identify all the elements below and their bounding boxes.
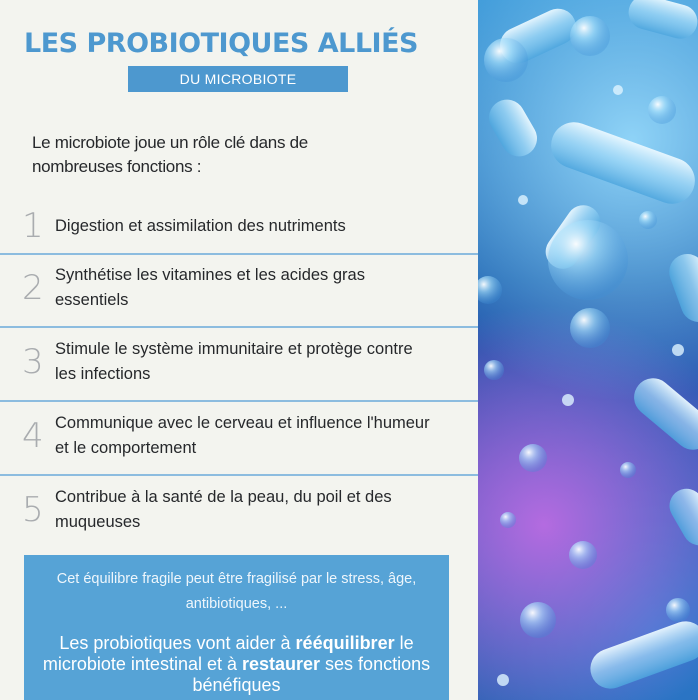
page-title: LES PROBIOTIQUES ALLIÉS bbox=[24, 28, 418, 59]
function-text bbox=[55, 400, 460, 472]
summary-box bbox=[24, 555, 449, 700]
function-number: 1 bbox=[22, 206, 44, 246]
function-line: essentiels bbox=[55, 291, 129, 309]
function-line: et le comportement bbox=[55, 439, 197, 457]
function-text bbox=[55, 252, 460, 324]
function-number: 4 bbox=[22, 416, 44, 456]
conclusion-part: microbiote intestinal et à bbox=[42, 654, 242, 674]
intro-text bbox=[32, 131, 322, 179]
function-line: Digestion et assimilation des nutriments bbox=[55, 216, 346, 235]
note-line: Cet équilibre fragile peut être fragilisé par le stress, âge, bbox=[56, 571, 417, 587]
function-number: 2 bbox=[22, 268, 44, 308]
emphasis-restaurer: restaurer bbox=[242, 654, 321, 674]
function-number: 5 bbox=[22, 490, 44, 530]
function-item-5 bbox=[0, 474, 478, 546]
conclusion-line-1 bbox=[24, 633, 449, 654]
fragility-note bbox=[24, 567, 449, 617]
conclusion-text bbox=[24, 633, 449, 696]
function-line: Contribue à la santé de la peau, du poil et des bbox=[55, 488, 392, 506]
conclusion-part: ses fonctions bbox=[320, 654, 431, 674]
probiotic-bacteria-image bbox=[478, 0, 698, 700]
note-line: antibiotiques, ... bbox=[185, 596, 288, 612]
bacteria-illustration bbox=[478, 0, 698, 700]
function-text bbox=[55, 326, 460, 398]
intro-line: nombreuses fonctions : bbox=[32, 157, 202, 176]
function-item-2 bbox=[0, 252, 478, 324]
function-line: muqueuses bbox=[55, 513, 141, 531]
emphasis-reequilibrer: rééquilibrer bbox=[295, 633, 395, 653]
function-line: Communique avec le cerveau et influence l'humeur bbox=[55, 414, 430, 432]
conclusion-part: Les probiotiques vont aider à bbox=[59, 633, 296, 653]
conclusion-part: le bbox=[394, 633, 414, 653]
conclusion-line-3: bénéfiques bbox=[192, 675, 281, 695]
function-text bbox=[55, 474, 460, 546]
function-item-4 bbox=[0, 400, 478, 472]
conclusion-line-2 bbox=[24, 654, 449, 675]
intro-line: Le microbiote joue un rôle clé dans de bbox=[32, 133, 308, 152]
function-item-3 bbox=[0, 326, 478, 398]
function-line: Stimule le système immunitaire et protège contre bbox=[55, 340, 413, 358]
page-subtitle: DU MICROBIOTE bbox=[128, 66, 348, 92]
function-number: 3 bbox=[22, 342, 44, 382]
function-line: Synthétise les vitamines et les acides gras bbox=[55, 266, 365, 284]
function-line: les infections bbox=[55, 365, 151, 383]
